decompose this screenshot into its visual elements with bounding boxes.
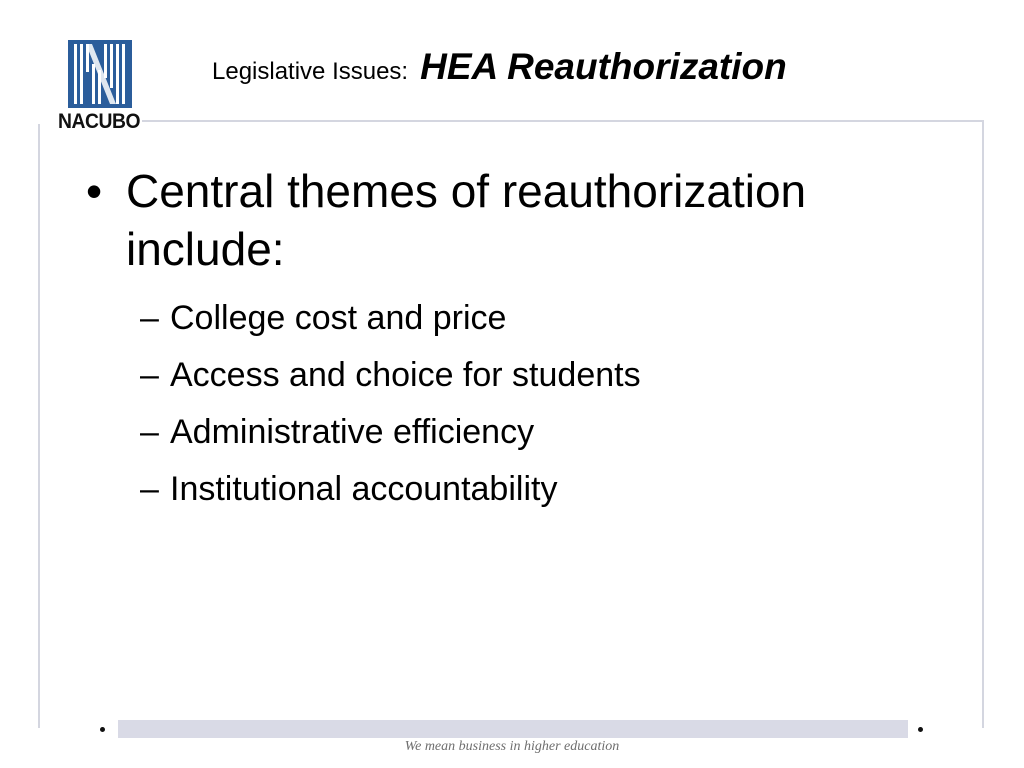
dash-marker: – [140, 470, 159, 508]
sub-bullet-text: Access and choice for students [170, 356, 641, 394]
sub-bullet [86, 290, 936, 347]
nacubo-logo-icon [68, 40, 132, 108]
sub-bullet-text: Institutional accountability [170, 470, 558, 508]
sub-bullet-text: College cost and price [170, 299, 507, 337]
dash-marker: – [140, 299, 159, 337]
footer-bar [118, 720, 908, 738]
sub-bullet [86, 347, 936, 404]
main-bullet [86, 162, 936, 278]
dash-marker: – [140, 413, 159, 451]
sub-bullet-list [86, 290, 936, 518]
footer-dot-right [918, 727, 923, 732]
title-prefix: Legislative Issues: [212, 58, 409, 85]
footer-dot-left [100, 727, 105, 732]
title-main: HEA Reauthorization [420, 46, 787, 87]
sub-bullet [86, 404, 936, 461]
sub-bullet-text: Administrative efficiency [170, 413, 535, 451]
nacubo-logo [58, 38, 142, 134]
main-bullet-text: Central themes of reauthorization include: [126, 165, 807, 275]
bullet-marker: • [86, 165, 103, 217]
slide-title [212, 46, 787, 88]
dash-marker: – [140, 356, 159, 394]
bullet-list [86, 162, 936, 518]
sub-bullet [86, 461, 936, 518]
footer-tagline: We mean business in higher education [404, 739, 620, 754]
logo-text: NACUBO [58, 110, 141, 133]
